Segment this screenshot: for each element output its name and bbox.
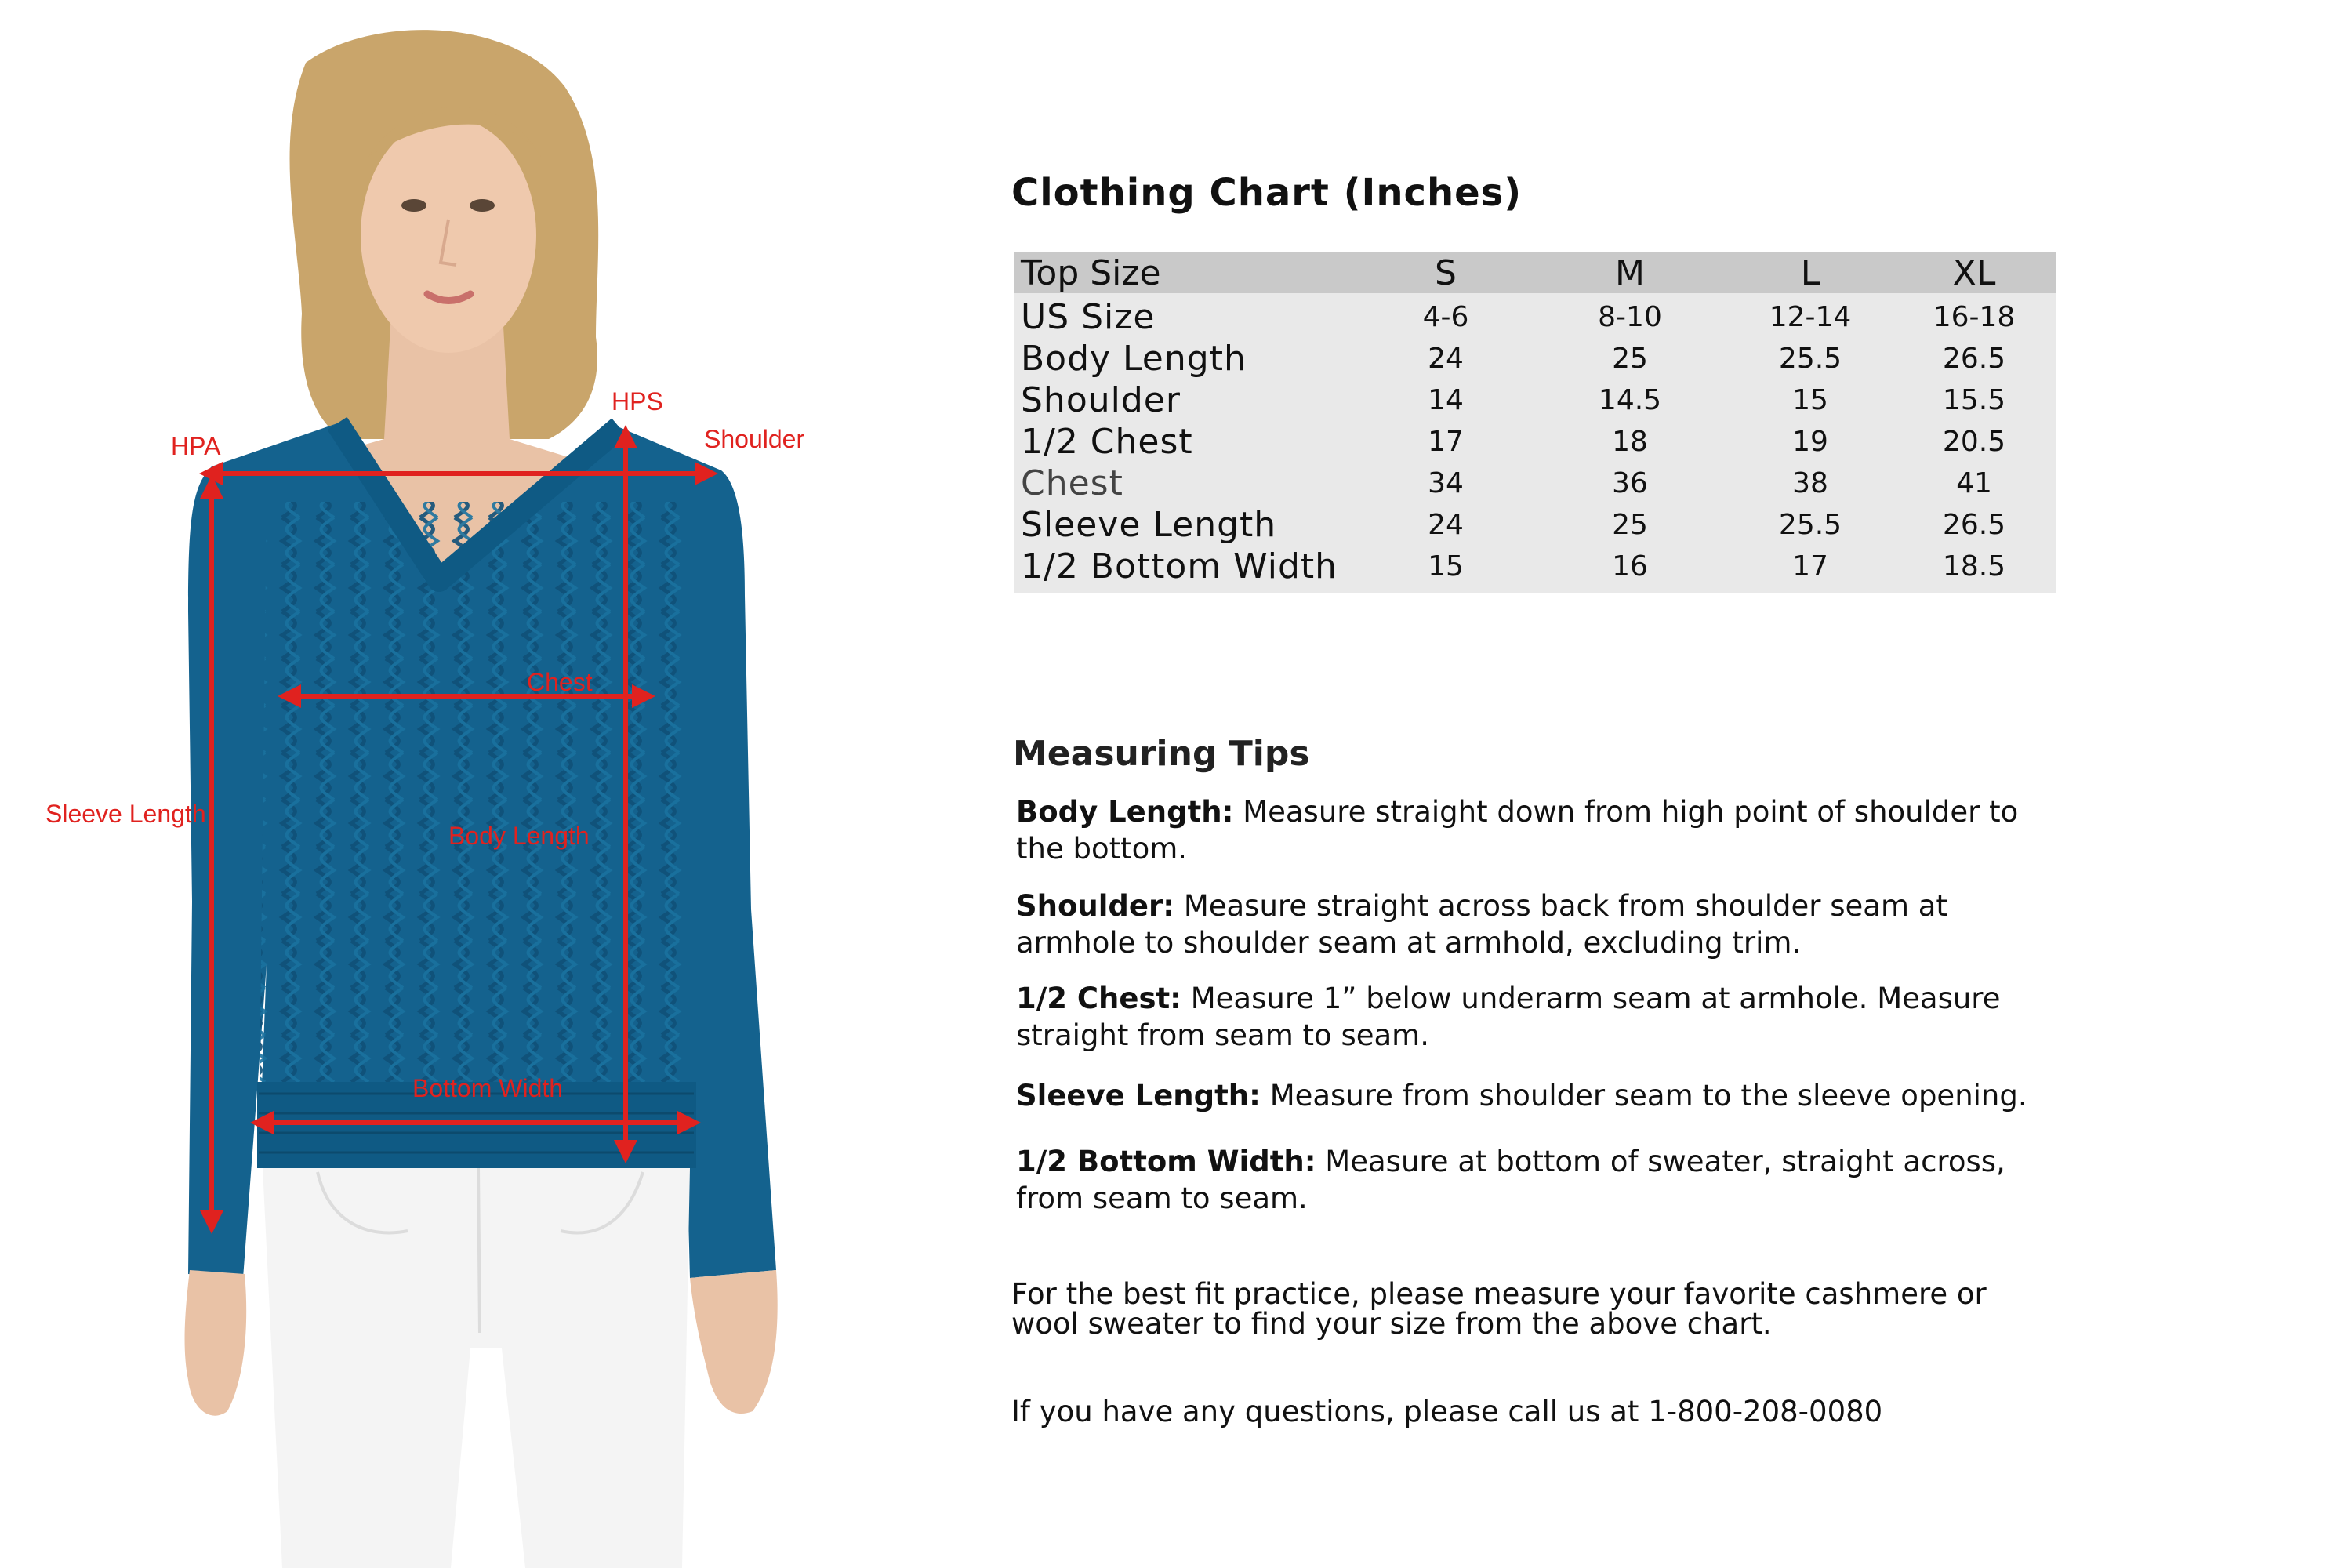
header-top-size: Top Size: [1021, 252, 1161, 293]
cell-value: 15.5: [1942, 384, 2006, 416]
header-size-xl: XL: [1952, 252, 1996, 293]
header-size-l: L: [1800, 252, 1820, 293]
cell-value: 41: [1956, 467, 1992, 499]
tip-text: Measure straight down from high point of shoulder to the bottom.: [1016, 795, 2019, 866]
tip-sleeve-length: [1016, 1077, 2059, 1114]
header-size-s: S: [1435, 252, 1457, 293]
tip-key: Body Length:: [1016, 795, 1234, 829]
cell-value: 18: [1612, 426, 1648, 458]
row-label: Chest: [1021, 463, 1123, 503]
row-label: 1/2 Chest: [1021, 422, 1193, 462]
row-label: Body Length: [1021, 339, 1247, 379]
cell-value: 8-10: [1598, 301, 1662, 333]
tip-text: Measure 1” below underarm seam at armhole. Measure straight from seam to seam.: [1016, 982, 2001, 1052]
cell-value: 4-6: [1422, 301, 1469, 333]
tip-text: Measure straight across back from shoulder seam at armhole to shoulder seam at armhold, excluding trim.: [1016, 889, 1947, 960]
cell-value: 16-18: [1933, 301, 2016, 333]
table-header-row: [1014, 252, 2056, 293]
cell-value: 15: [1428, 550, 1464, 583]
header-size-m: M: [1615, 252, 1645, 293]
cell-value: 17: [1428, 426, 1464, 458]
contact-note: If you have any questions, please call us at 1-800-208-0080: [1011, 1395, 1883, 1428]
table-row: [1014, 338, 2056, 379]
annotation-hps: HPS: [612, 387, 663, 416]
cell-value: 16: [1612, 550, 1648, 583]
cell-value: 18.5: [1942, 550, 2006, 583]
tip-text: Measure from shoulder seam to the sleeve opening.: [1260, 1079, 2027, 1112]
cell-value: 25.5: [1778, 509, 1842, 541]
annotation-hpa: HPA: [171, 432, 221, 460]
cell-value: 20.5: [1942, 426, 2006, 458]
tip-text: Measure at bottom of sweater, straight across, from seam to seam.: [1016, 1145, 2005, 1215]
model-photo: [0, 0, 925, 1568]
annotation-sleeve-length: Sleeve Length: [45, 800, 206, 828]
tip-bottom-width: [1016, 1143, 2059, 1217]
cell-value: 24: [1428, 509, 1464, 541]
cell-value: 25.5: [1778, 343, 1842, 375]
tip-key: Sleeve Length:: [1016, 1079, 1261, 1112]
annotation-body-length: Body Length: [448, 822, 590, 850]
tip-key: 1/2 Bottom Width:: [1016, 1145, 1316, 1178]
cell-value: 26.5: [1942, 343, 2006, 375]
tip-key: 1/2 Chest:: [1016, 982, 1181, 1015]
cell-value: 15: [1792, 384, 1828, 416]
tip-half-chest: [1016, 980, 2059, 1054]
table-row: [1014, 546, 2056, 593]
table-row: [1014, 463, 2056, 504]
cell-value: 17: [1792, 550, 1828, 583]
tip-key: Shoulder:: [1016, 889, 1175, 923]
table-row: [1014, 293, 2056, 338]
right-hand: [690, 1270, 778, 1414]
pants: [263, 1168, 690, 1568]
chart-title: Clothing Chart (Inches): [1011, 171, 1523, 215]
tip-body-length: [1016, 793, 2059, 867]
row-label: 1/2 Bottom Width: [1021, 546, 1338, 586]
annotation-bottom-width: Bottom Width: [412, 1074, 564, 1102]
annotation-chest: Chest: [527, 668, 593, 696]
model-illustration: [0, 0, 925, 1568]
cell-value: 26.5: [1942, 509, 2006, 541]
cell-value: 38: [1792, 467, 1828, 499]
table-row: [1014, 504, 2056, 546]
left-hand: [185, 1270, 247, 1416]
cell-value: 12-14: [1769, 301, 1852, 333]
cell-value: 14.5: [1598, 384, 1662, 416]
cell-value: 36: [1612, 467, 1648, 499]
tip-shoulder: [1016, 887, 2059, 961]
fit-note: For the best fit practice, please measure your favorite cashmere or wool sweater to find your size from the above chart.: [1011, 1277, 1987, 1341]
size-guide: [1011, 0, 2344, 1568]
tips-title: Measuring Tips: [1013, 734, 1310, 774]
row-label: Shoulder: [1021, 380, 1181, 420]
row-label: US Size: [1021, 297, 1156, 337]
cell-value: 25: [1612, 509, 1648, 541]
size-table: [1014, 252, 2056, 593]
annotation-shoulder: Shoulder: [704, 425, 805, 453]
cell-value: 25: [1612, 343, 1648, 375]
table-row: [1014, 379, 2056, 421]
row-label: Sleeve Length: [1021, 505, 1277, 545]
cell-value: 24: [1428, 343, 1464, 375]
table-row: [1014, 421, 2056, 463]
cell-value: 14: [1428, 384, 1464, 416]
cell-value: 34: [1428, 467, 1464, 499]
face: [361, 118, 536, 353]
cell-value: 19: [1792, 426, 1828, 458]
